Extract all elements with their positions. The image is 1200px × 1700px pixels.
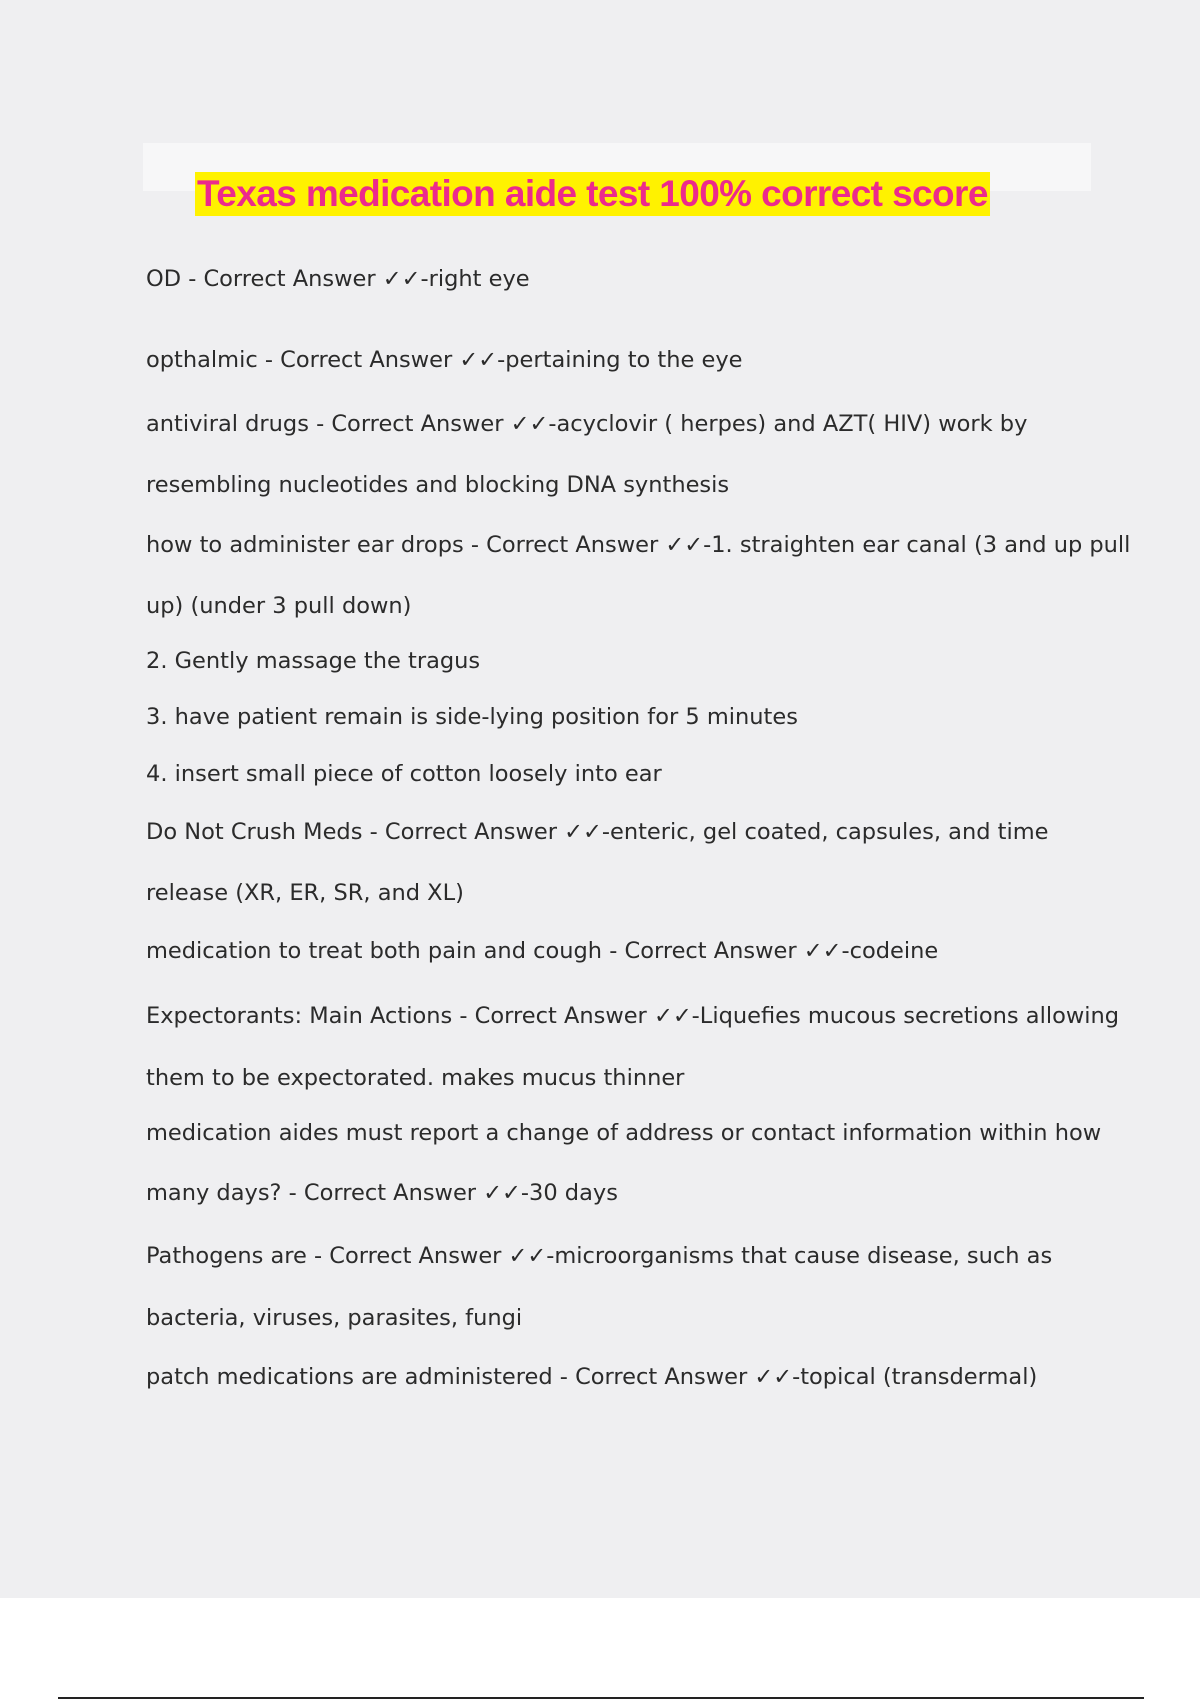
text-line: resembling nucleotides and blocking DNA synthesis [146, 472, 730, 498]
text-line: how to administer ear drops - Correct Answer ✓✓-1. straighten ear canal (3 and up pull [146, 532, 1131, 558]
text-line: Do Not Crush Meds - Correct Answer ✓✓-enteric, gel coated, capsules, and time [146, 819, 1049, 845]
text-line: medication aides must report a change of address or contact information within how [146, 1120, 1102, 1146]
text-line: 2. Gently massage the tragus [146, 648, 481, 674]
text-line: medication to treat both pain and cough - Correct Answer ✓✓-codeine [146, 938, 939, 964]
text-line: antiviral drugs - Correct Answer ✓✓-acyclovir ( herpes) and AZT( HIV) work by [146, 411, 1028, 437]
text-line: many days? - Correct Answer ✓✓-30 days [146, 1180, 618, 1206]
footer-rule [58, 1697, 1144, 1699]
text-line: Expectorants: Main Actions - Correct Answer ✓✓-Liquefies mucous secretions allowing [146, 1003, 1120, 1029]
text-line: 3. have patient remain is side-lying position for 5 minutes [146, 704, 798, 730]
text-line: release (XR, ER, SR, and XL) [146, 880, 464, 906]
text-line: opthalmic - Correct Answer ✓✓-pertaining to the eye [146, 347, 743, 373]
text-line: bacteria, viruses, parasites, fungi [146, 1305, 523, 1331]
text-line: up) (under 3 pull down) [146, 593, 412, 619]
text-line: OD - Correct Answer ✓✓-right eye [146, 266, 530, 292]
text-line: patch medications are administered - Correct Answer ✓✓-topical (transdermal) [146, 1364, 1038, 1390]
document-title: Texas medication aide test 100% correct score [197, 172, 988, 214]
text-line: Pathogens are - Correct Answer ✓✓-microorganisms that cause disease, such as [146, 1243, 1053, 1269]
text-line: them to be expectorated. makes mucus thinner [146, 1065, 685, 1091]
text-line: 4. insert small piece of cotton loosely into ear [146, 761, 662, 787]
